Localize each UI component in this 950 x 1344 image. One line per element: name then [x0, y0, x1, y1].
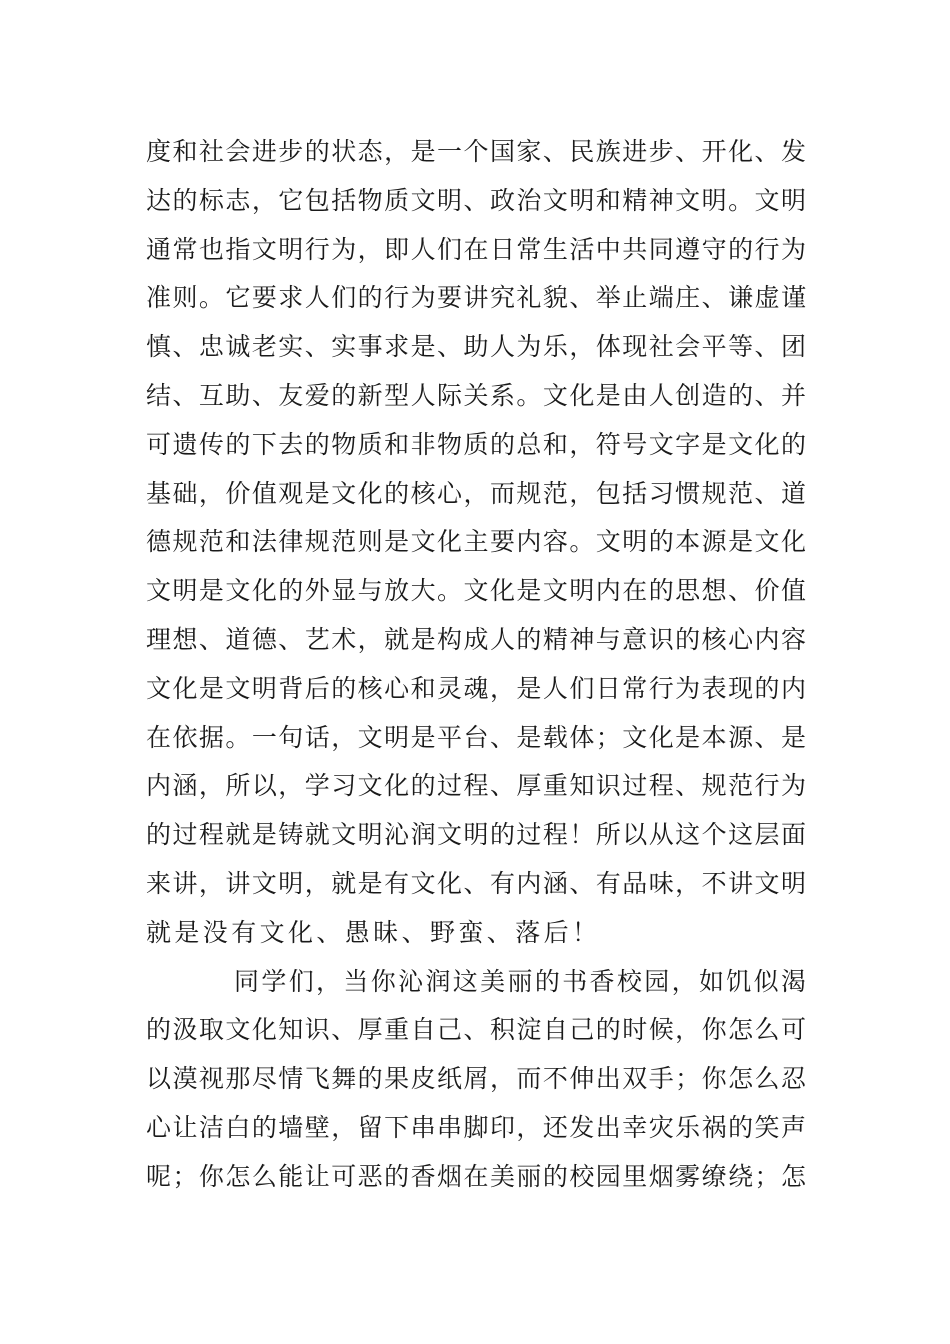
text-line: 文化是文明背后的核心和灵魂，是人们日常行为表现的内: [146, 673, 806, 703]
text-line: 达的标志，它包括物质文明、政治文明和精神文明。文明: [146, 185, 806, 215]
text-line: 通常也指文明行为，即人们在日常生活中共同遵守的行为: [146, 234, 806, 264]
document-body: [146, 128, 806, 1202]
text-line: 内涵，所以，学习文化的过程、厚重知识过程、规范行为: [146, 771, 806, 801]
text-line: 度和社会进步的状态，是一个国家、民族进步、开化、发: [146, 137, 806, 166]
text-line: 呢；你怎么能让可恶的香烟在美丽的校园里烟雾缭绕；怎: [146, 1161, 806, 1191]
text-line: 文明是文化的外显与放大。文化是文明内在的思想、价值: [146, 576, 806, 606]
text-line: 的汲取文化知识、厚重自己、积淀自己的时候，你怎么可: [146, 1015, 806, 1045]
text-line: 的过程就是铸就文明沁润文明的过程！所以从这个这层面: [146, 820, 806, 850]
text-line: 就是没有文化、愚昧、野蛮、落后！: [146, 917, 601, 947]
text-line: 心让洁白的墙壁，留下串串脚印，还发出幸灾乐祸的笑声: [146, 1112, 806, 1142]
paragraph-2: [146, 958, 806, 1202]
text-line: 准则。它要求人们的行为要讲究礼貌、举止端庄、谦虚谨: [146, 283, 806, 313]
paragraph-1: [146, 128, 806, 958]
text-line: 慎、忠诚老实、实事求是、助人为乐，体现社会平等、团: [146, 332, 806, 362]
text-line: 基础，价值观是文化的核心，而规范，包括习惯规范、道: [146, 478, 806, 508]
text-line: 在依据。一句话，文明是平台、是载体；文化是本源、是: [146, 722, 806, 752]
text-line: 同学们，当你沁润这美丽的书香校园，如饥似渴: [234, 966, 806, 996]
text-line: 德规范和法律规范则是文化主要内容。文明的本源是文化: [146, 527, 806, 557]
text-line: 可遗传的下去的物质和非物质的总和，符号文字是文化的: [146, 429, 806, 459]
text-line: 以漠视那尽情飞舞的果皮纸屑，而不伸出双手；你怎么忍: [146, 1064, 806, 1094]
text-line: 结、互助、友爱的新型人际关系。文化是由人创造的、并: [146, 380, 806, 410]
text-line: 来讲，讲文明，就是有文化、有内涵、有品味，不讲文明: [146, 868, 806, 898]
text-line: 理想、道德、艺术，就是构成人的精神与意识的核心内容: [146, 624, 806, 654]
